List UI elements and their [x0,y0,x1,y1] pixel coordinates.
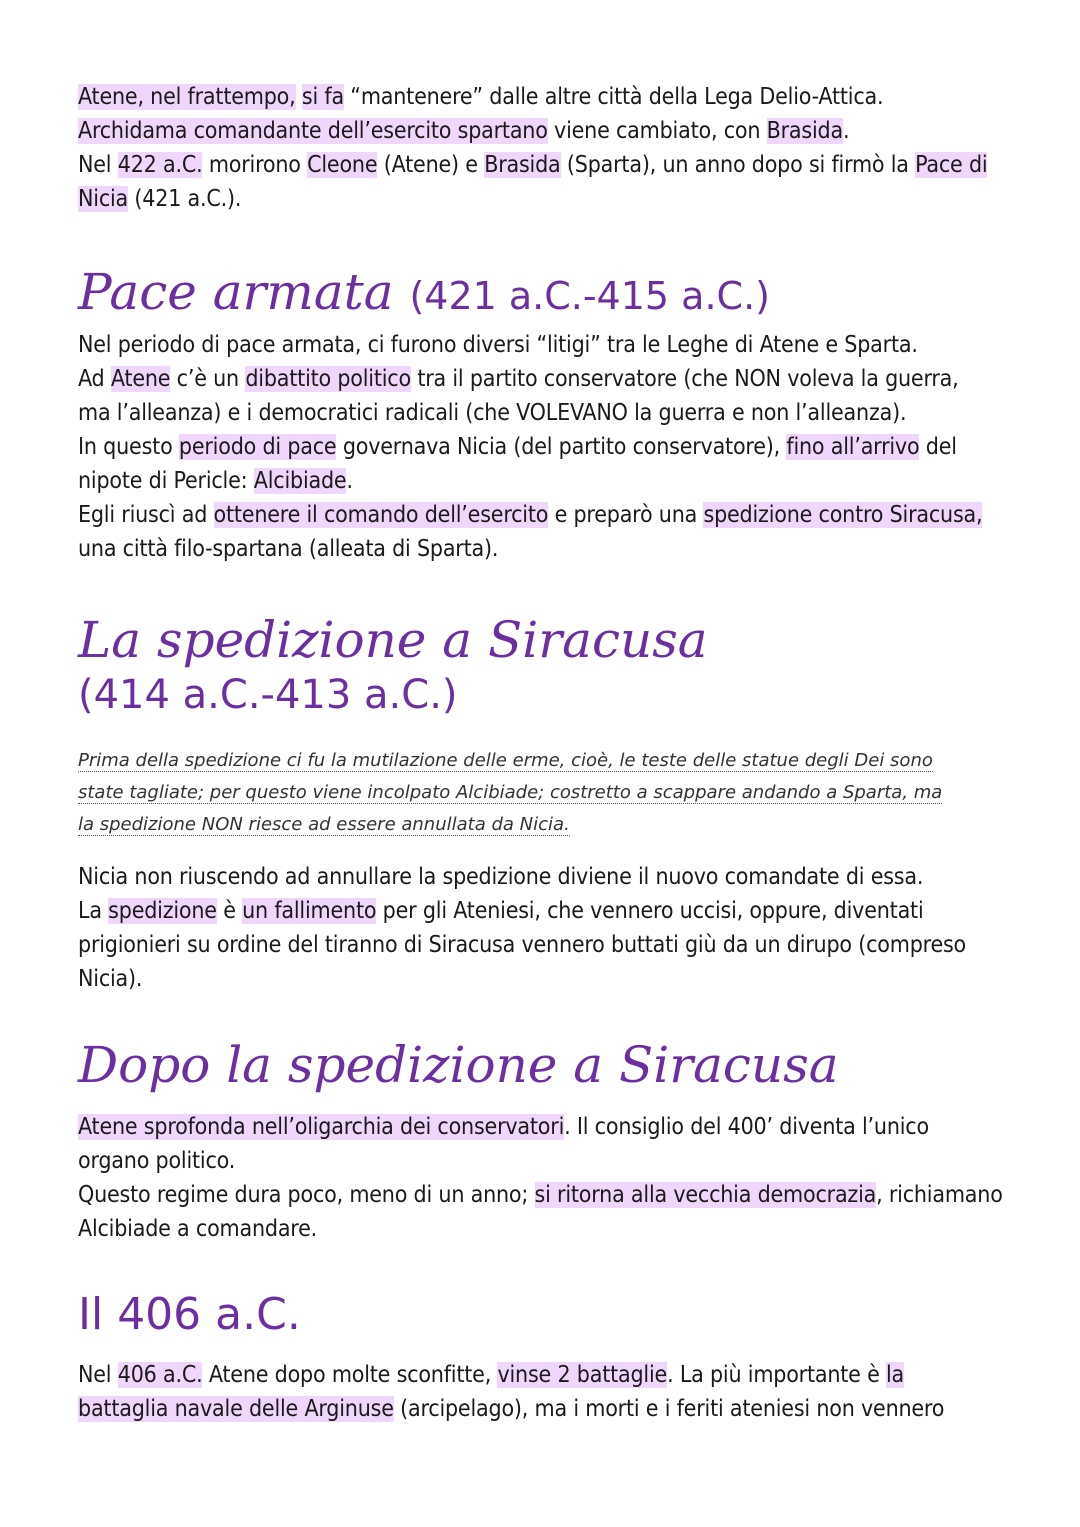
dopo-text [78,1110,1018,1246]
text-segment: del [919,434,957,460]
text-segment: morirono [202,152,308,178]
text-segment: Alcibiade a comandare. [78,1216,317,1242]
highlighted-text: spedizione [108,898,217,924]
text-segment: Nel [78,152,118,178]
text-segment: tra il partito conservatore (che NON voleva la guerra, [410,366,959,392]
text-segment: Nel [78,1362,118,1388]
text-segment: prigionieri su ordine del tiranno di Siracusa vennero buttati giù da un dirupo (compreso [78,932,967,958]
intro-text [78,80,1018,216]
title-dates: (421 a.C.-415 a.C.) [409,274,770,318]
intro-paragraph [78,80,1018,216]
text-segment: (421 a.C.). [128,186,242,212]
section-spedizione [78,610,1018,720]
section-406 [78,1285,1018,1345]
highlighted-text: ottenere il comando dell’esercito [213,502,549,528]
section-title-pace-armata [78,262,1018,326]
text-segment: Egli riuscì ad [78,502,214,528]
text-segment: è [216,898,243,924]
highlighted-text: Brasida [766,118,843,144]
highlighted-text: la [886,1362,905,1388]
text-segment: Nicia). [78,966,143,992]
highlighted-text: dibattito politico [245,366,411,392]
title-text: Pace armata [78,263,394,321]
text-segment: “mantenere” dalle altre città della Lega Delio-Attica. [343,84,884,110]
highlighted-text: Atene sprofonda nell’oligarchia dei conservatori [78,1114,565,1140]
spedizione-note [78,745,1018,841]
text-segment: Questo regime dura poco, meno di un anno; [78,1182,535,1208]
text-segment: (Sparta), un anno dopo si firmò la [560,152,916,178]
note-line: Prima della spedizione ci fu la mutilazione delle erme, cioè, le teste delle statue degli Dei sono [78,750,933,771]
note-line: state tagliate; per questo viene incolpato Alcibiade; costretto a scappare andando a Sparta, ma [78,782,943,803]
highlighted-text: Pace di [915,152,988,178]
text-segment: La [78,898,109,924]
text-segment: organo politico. [78,1148,236,1174]
text-segment: (arcipelago), ma i morti e i feriti ateniesi non vennero [393,1396,945,1422]
text-segment: c’è un [170,366,246,392]
pace-armata-text [78,328,1018,566]
section-title-spedizione: La spedizione a Siracusa [78,611,708,669]
text-segment: , richiamano [876,1182,1003,1208]
text-segment: e preparò una [548,502,704,528]
text-segment: una città filo-spartana (alleata di Sparta). [78,536,499,562]
section-dates-spedizione: (414 a.C.-413 a.C.) [78,672,458,718]
text-segment: . La più importante è [667,1362,886,1388]
highlighted-text: un fallimento [242,898,377,924]
spedizione-body [78,860,1018,996]
highlighted-text: Cleone [307,152,378,178]
text-segment: Atene dopo molte sconfitte, [202,1362,498,1388]
highlighted-text: periodo di pace [178,434,337,460]
text-segment: governava Nicia (del partito conservatore), [336,434,787,460]
highlighted-text: vinse 2 battaglie [497,1362,668,1388]
406-body [78,1358,1018,1426]
highlighted-text: Atene [110,366,171,392]
highlighted-text: Archidama comandante dell’esercito spartano [78,118,548,144]
section-pace-armata-body [78,328,1018,566]
highlighted-text: Brasida [484,152,561,178]
text-segment: Nel periodo di pace armata, ci furono diversi “litigi” tra le Leghe di Atene e Sparta. [78,332,918,358]
highlighted-text: 422 a.C. [117,152,203,178]
section-title-dopo: Dopo la spedizione a Siracusa [78,1036,839,1094]
section-dopo-spedizione [78,1035,1018,1095]
text-segment: (Atene) e [377,152,485,178]
text-segment: . Il consiglio del 400’ diventa l’unico [564,1114,929,1140]
highlighted-text: si fa [301,84,344,110]
highlighted-text: Alcibiade [253,468,347,494]
text-segment: ma l’alleanza) e i democratici radicali (che VOLEVANO la guerra e non l’alleanza). [78,400,907,426]
spedizione-note-text [78,745,1018,841]
dopo-body [78,1110,1018,1246]
406-text [78,1358,1018,1426]
highlighted-text: 406 a.C. [117,1362,203,1388]
text-segment: Nicia non riuscendo ad annullare la spedizione diviene il nuovo comandate di essa. [78,864,924,890]
section-title-406: Il 406 a.C. [78,1289,301,1340]
highlighted-text: Nicia [78,186,129,212]
text-segment: viene cambiato, con [547,118,767,144]
text-segment: Ad [78,366,111,392]
note-line: la spedizione NON riesce ad essere annullata da Nicia. [78,814,570,835]
highlighted-text: spedizione contro Siracusa, [703,502,983,528]
text-segment [296,84,302,110]
spedizione-text [78,860,1018,996]
highlighted-text: Atene, nel frattempo, [78,84,296,110]
text-segment: . [842,118,850,144]
highlighted-text: battaglia navale delle Arginuse [78,1396,394,1422]
highlighted-text: fino all’arrivo [786,434,920,460]
section-pace-armata [78,262,1018,326]
text-segment: nipote di Pericle: [78,468,254,494]
text-segment: per gli Ateniesi, che vennero uccisi, oppure, diventati [376,898,924,924]
text-segment: In questo [78,434,179,460]
highlighted-text: si ritorna alla vecchia democrazia [534,1182,877,1208]
text-segment: . [346,468,353,494]
